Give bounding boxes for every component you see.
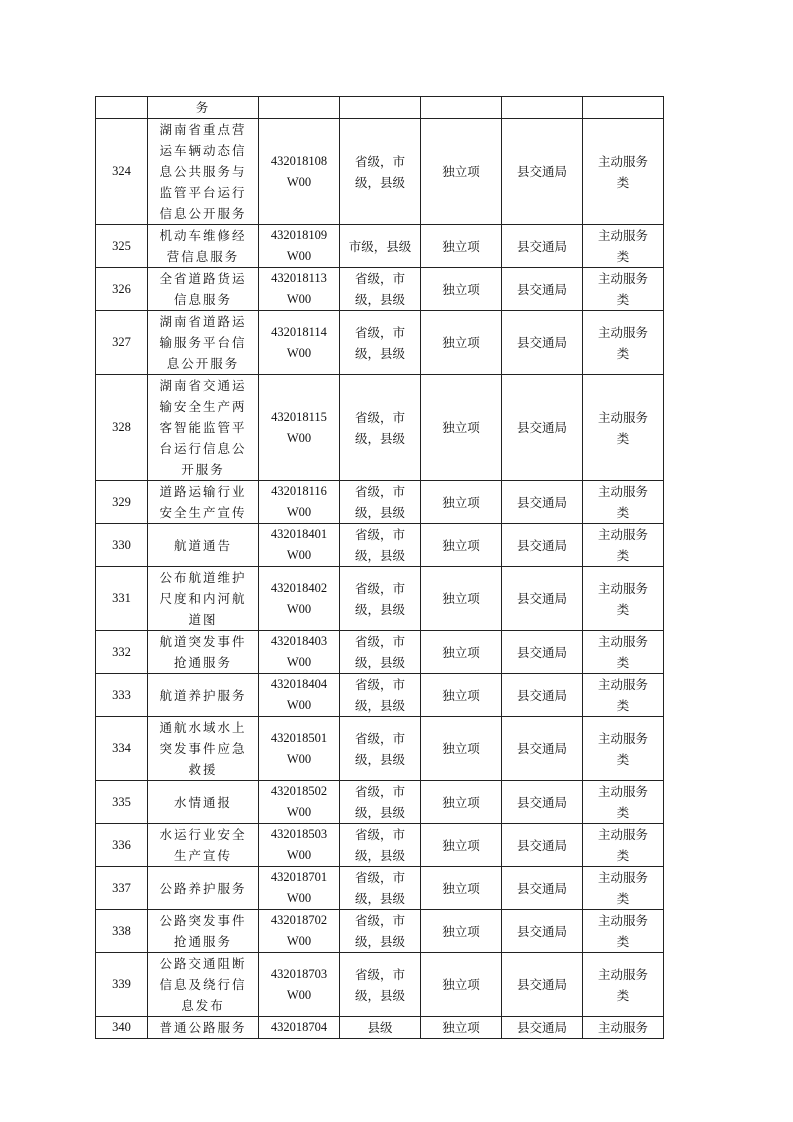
service-category-cell: 主动服务 类: [583, 268, 664, 311]
row-number-cell: 339: [96, 953, 148, 1017]
service-level-cell: 省级，市 级，县级: [340, 867, 421, 910]
row-number-cell: 324: [96, 119, 148, 225]
table-row: [96, 631, 664, 674]
service-code-cell: 432018702 W00: [259, 910, 340, 953]
row-number-cell: 340: [96, 1017, 148, 1039]
row-number-cell: 329: [96, 481, 148, 524]
service-level-cell: [340, 97, 421, 119]
department-cell: 县交通局: [502, 567, 583, 631]
department-cell: 县交通局: [502, 717, 583, 781]
table-row: [96, 867, 664, 910]
service-category-cell: 主动服务 类: [583, 953, 664, 1017]
table-row: [96, 567, 664, 631]
row-number-cell: 325: [96, 225, 148, 268]
service-name-cell: 通航水域水上 突发事件应急 救援: [148, 717, 259, 781]
row-number-cell: 338: [96, 910, 148, 953]
service-category-cell: 主动服务: [583, 1017, 664, 1039]
item-type-cell: 独立项: [421, 867, 502, 910]
service-category-cell: [583, 97, 664, 119]
service-name-cell: 湖南省交通运 输安全生产两 客智能监管平 台运行信息公 开服务: [148, 375, 259, 481]
service-name-cell: 水运行业安全 生产宣传: [148, 824, 259, 867]
table-row: [96, 524, 664, 567]
service-code-cell: 432018109 W00: [259, 225, 340, 268]
table-row: [96, 953, 664, 1017]
service-code-cell: 432018401 W00: [259, 524, 340, 567]
service-code-cell: 432018503 W00: [259, 824, 340, 867]
row-number-cell: 333: [96, 674, 148, 717]
service-name-cell: 公路交通阻断 信息及绕行信 息发布: [148, 953, 259, 1017]
service-code-cell: 432018502 W00: [259, 781, 340, 824]
service-category-cell: 主动服务 类: [583, 674, 664, 717]
table-row: [96, 225, 664, 268]
item-type-cell: 独立项: [421, 717, 502, 781]
item-type-cell: 独立项: [421, 781, 502, 824]
department-cell: 县交通局: [502, 524, 583, 567]
department-cell: 县交通局: [502, 311, 583, 375]
service-code-cell: 432018116 W00: [259, 481, 340, 524]
service-name-cell: 道路运输行业 安全生产宣传: [148, 481, 259, 524]
service-category-cell: 主动服务 类: [583, 824, 664, 867]
item-type-cell: 独立项: [421, 953, 502, 1017]
service-level-cell: 省级，市 级，县级: [340, 481, 421, 524]
service-code-cell: 432018108 W00: [259, 119, 340, 225]
service-category-cell: 主动服务 类: [583, 867, 664, 910]
row-number-cell: 327: [96, 311, 148, 375]
service-code-cell: 432018402 W00: [259, 567, 340, 631]
row-number-cell: 337: [96, 867, 148, 910]
item-type-cell: 独立项: [421, 567, 502, 631]
table-row: [96, 910, 664, 953]
service-list-table: [95, 96, 664, 1039]
department-cell: 县交通局: [502, 1017, 583, 1039]
department-cell: 县交通局: [502, 225, 583, 268]
service-level-cell: 省级，市 级，县级: [340, 824, 421, 867]
department-cell: 县交通局: [502, 824, 583, 867]
service-level-cell: 省级，市 级，县级: [340, 119, 421, 225]
service-level-cell: 省级，市 级，县级: [340, 631, 421, 674]
item-type-cell: 独立项: [421, 481, 502, 524]
service-name-cell: 湖南省重点营 运车辆动态信 息公共服务与 监管平台运行 信息公开服务: [148, 119, 259, 225]
department-cell: 县交通局: [502, 268, 583, 311]
service-category-cell: 主动服务 类: [583, 375, 664, 481]
service-level-cell: 省级，市 级，县级: [340, 375, 421, 481]
table-row: [96, 1017, 664, 1039]
row-number-cell: 331: [96, 567, 148, 631]
row-number-cell: 335: [96, 781, 148, 824]
table-row: [96, 674, 664, 717]
item-type-cell: 独立项: [421, 1017, 502, 1039]
table-row: [96, 119, 664, 225]
department-cell: 县交通局: [502, 481, 583, 524]
table-row: [96, 268, 664, 311]
service-code-cell: 432018704: [259, 1017, 340, 1039]
item-type-cell: 独立项: [421, 631, 502, 674]
item-type-cell: 独立项: [421, 268, 502, 311]
item-type-cell: 独立项: [421, 225, 502, 268]
table-row: [96, 311, 664, 375]
item-type-cell: 独立项: [421, 524, 502, 567]
department-cell: 县交通局: [502, 953, 583, 1017]
service-code-cell: 432018113 W00: [259, 268, 340, 311]
service-code-cell: 432018403 W00: [259, 631, 340, 674]
service-name-cell: 航道养护服务: [148, 674, 259, 717]
service-code-cell: 432018501 W00: [259, 717, 340, 781]
row-number-cell: [96, 97, 148, 119]
row-number-cell: 330: [96, 524, 148, 567]
service-category-cell: 主动服务 类: [583, 717, 664, 781]
service-code-cell: [259, 97, 340, 119]
service-name-cell: 普通公路服务: [148, 1017, 259, 1039]
department-cell: [502, 97, 583, 119]
department-cell: 县交通局: [502, 119, 583, 225]
row-number-cell: 334: [96, 717, 148, 781]
service-level-cell: 省级，市 级，县级: [340, 717, 421, 781]
service-name-cell: 全省道路货运 信息服务: [148, 268, 259, 311]
table-row: [96, 824, 664, 867]
service-category-cell: 主动服务 类: [583, 631, 664, 674]
table-row: [96, 781, 664, 824]
service-code-cell: 432018701 W00: [259, 867, 340, 910]
item-type-cell: 独立项: [421, 119, 502, 225]
service-category-cell: 主动服务 类: [583, 910, 664, 953]
department-cell: 县交通局: [502, 631, 583, 674]
service-name-cell: 公路突发事件 抢通服务: [148, 910, 259, 953]
service-name-cell: 机动车维修经 营信息服务: [148, 225, 259, 268]
service-name-cell: 航道通告: [148, 524, 259, 567]
service-code-cell: 432018404 W00: [259, 674, 340, 717]
table-row: [96, 481, 664, 524]
service-level-cell: 县级: [340, 1017, 421, 1039]
row-number-cell: 332: [96, 631, 148, 674]
row-number-cell: 326: [96, 268, 148, 311]
service-category-cell: 主动服务 类: [583, 567, 664, 631]
service-category-cell: 主动服务 类: [583, 225, 664, 268]
department-cell: 县交通局: [502, 867, 583, 910]
item-type-cell: 独立项: [421, 375, 502, 481]
item-type-cell: [421, 97, 502, 119]
row-number-cell: 336: [96, 824, 148, 867]
item-type-cell: 独立项: [421, 910, 502, 953]
row-number-cell: 328: [96, 375, 148, 481]
service-level-cell: 省级，市 级，县级: [340, 953, 421, 1017]
service-name-cell: 水情通报: [148, 781, 259, 824]
table-row: [96, 375, 664, 481]
service-level-cell: 省级，市 级，县级: [340, 910, 421, 953]
table-row: [96, 717, 664, 781]
service-name-cell: 务: [148, 97, 259, 119]
item-type-cell: 独立项: [421, 824, 502, 867]
service-level-cell: 省级，市 级，县级: [340, 311, 421, 375]
service-level-cell: 省级，市 级，县级: [340, 781, 421, 824]
service-category-cell: 主动服务 类: [583, 481, 664, 524]
service-level-cell: 省级，市 级，县级: [340, 268, 421, 311]
service-code-cell: 432018114 W00: [259, 311, 340, 375]
item-type-cell: 独立项: [421, 311, 502, 375]
department-cell: 县交通局: [502, 910, 583, 953]
service-level-cell: 省级，市 级，县级: [340, 674, 421, 717]
service-code-cell: 432018115 W00: [259, 375, 340, 481]
item-type-cell: 独立项: [421, 674, 502, 717]
service-category-cell: 主动服务 类: [583, 781, 664, 824]
table-row: [96, 97, 664, 119]
service-code-cell: 432018703 W00: [259, 953, 340, 1017]
service-level-cell: 省级，市 级，县级: [340, 567, 421, 631]
department-cell: 县交通局: [502, 674, 583, 717]
table-body: [96, 97, 664, 1039]
service-category-cell: 主动服务 类: [583, 119, 664, 225]
service-level-cell: 市级，县级: [340, 225, 421, 268]
department-cell: 县交通局: [502, 781, 583, 824]
service-name-cell: 湖南省道路运 输服务平台信 息公开服务: [148, 311, 259, 375]
service-name-cell: 公布航道维护 尺度和内河航 道图: [148, 567, 259, 631]
service-name-cell: 航道突发事件 抢通服务: [148, 631, 259, 674]
service-category-cell: 主动服务 类: [583, 524, 664, 567]
department-cell: 县交通局: [502, 375, 583, 481]
service-category-cell: 主动服务 类: [583, 311, 664, 375]
service-level-cell: 省级，市 级，县级: [340, 524, 421, 567]
service-name-cell: 公路养护服务: [148, 867, 259, 910]
